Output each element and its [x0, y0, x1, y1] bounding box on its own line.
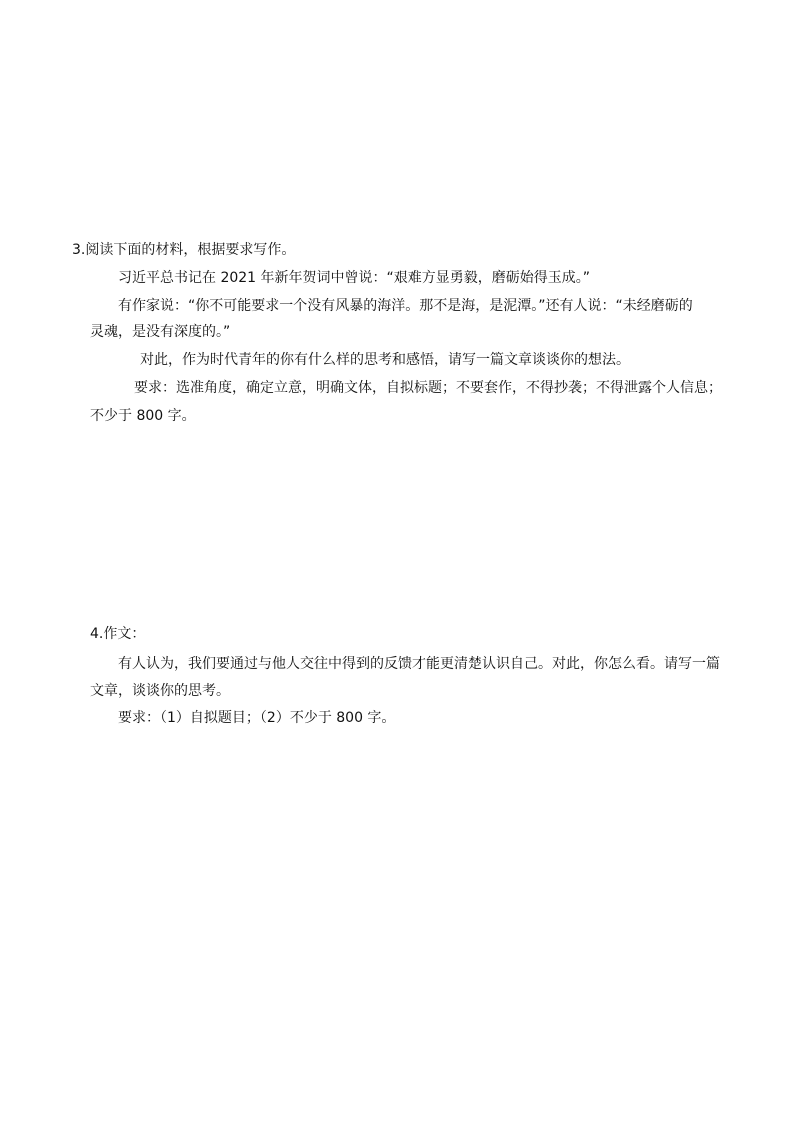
question-4-prompt-line1: 有人认为，我们要通过与他人交往中得到的反馈才能更清楚认识自己。对此，你怎么看。请写一篇 — [118, 656, 720, 672]
question-3-requirements-line2: 不少于 800 字。 — [90, 408, 196, 424]
question-3-material-writer-line2: 灵魂，是没有深度的。” — [90, 324, 231, 340]
question-3-material-writer-line1: 有作家说：“你不可能要求一个没有风暴的海洋。那不是海，是泥潭。”还有人说：“未经磨砺的 — [118, 298, 693, 314]
question-4-heading: 4.作文： — [90, 626, 146, 642]
question-3-material-quote: 习近平总书记在 2021 年新年贺词中曾说：“艰难方显勇毅，磨砺始得玉成。” — [118, 270, 591, 286]
question-3-prompt: 对此，作为时代青年的你有什么样的思考和感悟，请写一篇文章谈谈你的想法。 — [140, 352, 630, 368]
question-3-heading: 3.阅读下面的材料，根据要求写作。 — [72, 242, 296, 258]
question-3-requirements-line1: 要求：选准角度，确定立意，明确文体，自拟标题；不要套作，不得抄袭；不得泄露个人信息； — [134, 380, 722, 396]
question-4-requirements: 要求：（1）自拟题目；（2）不少于 800 字。 — [118, 710, 396, 726]
question-4-prompt-line2: 文章，谈谈你的思考。 — [90, 683, 230, 699]
